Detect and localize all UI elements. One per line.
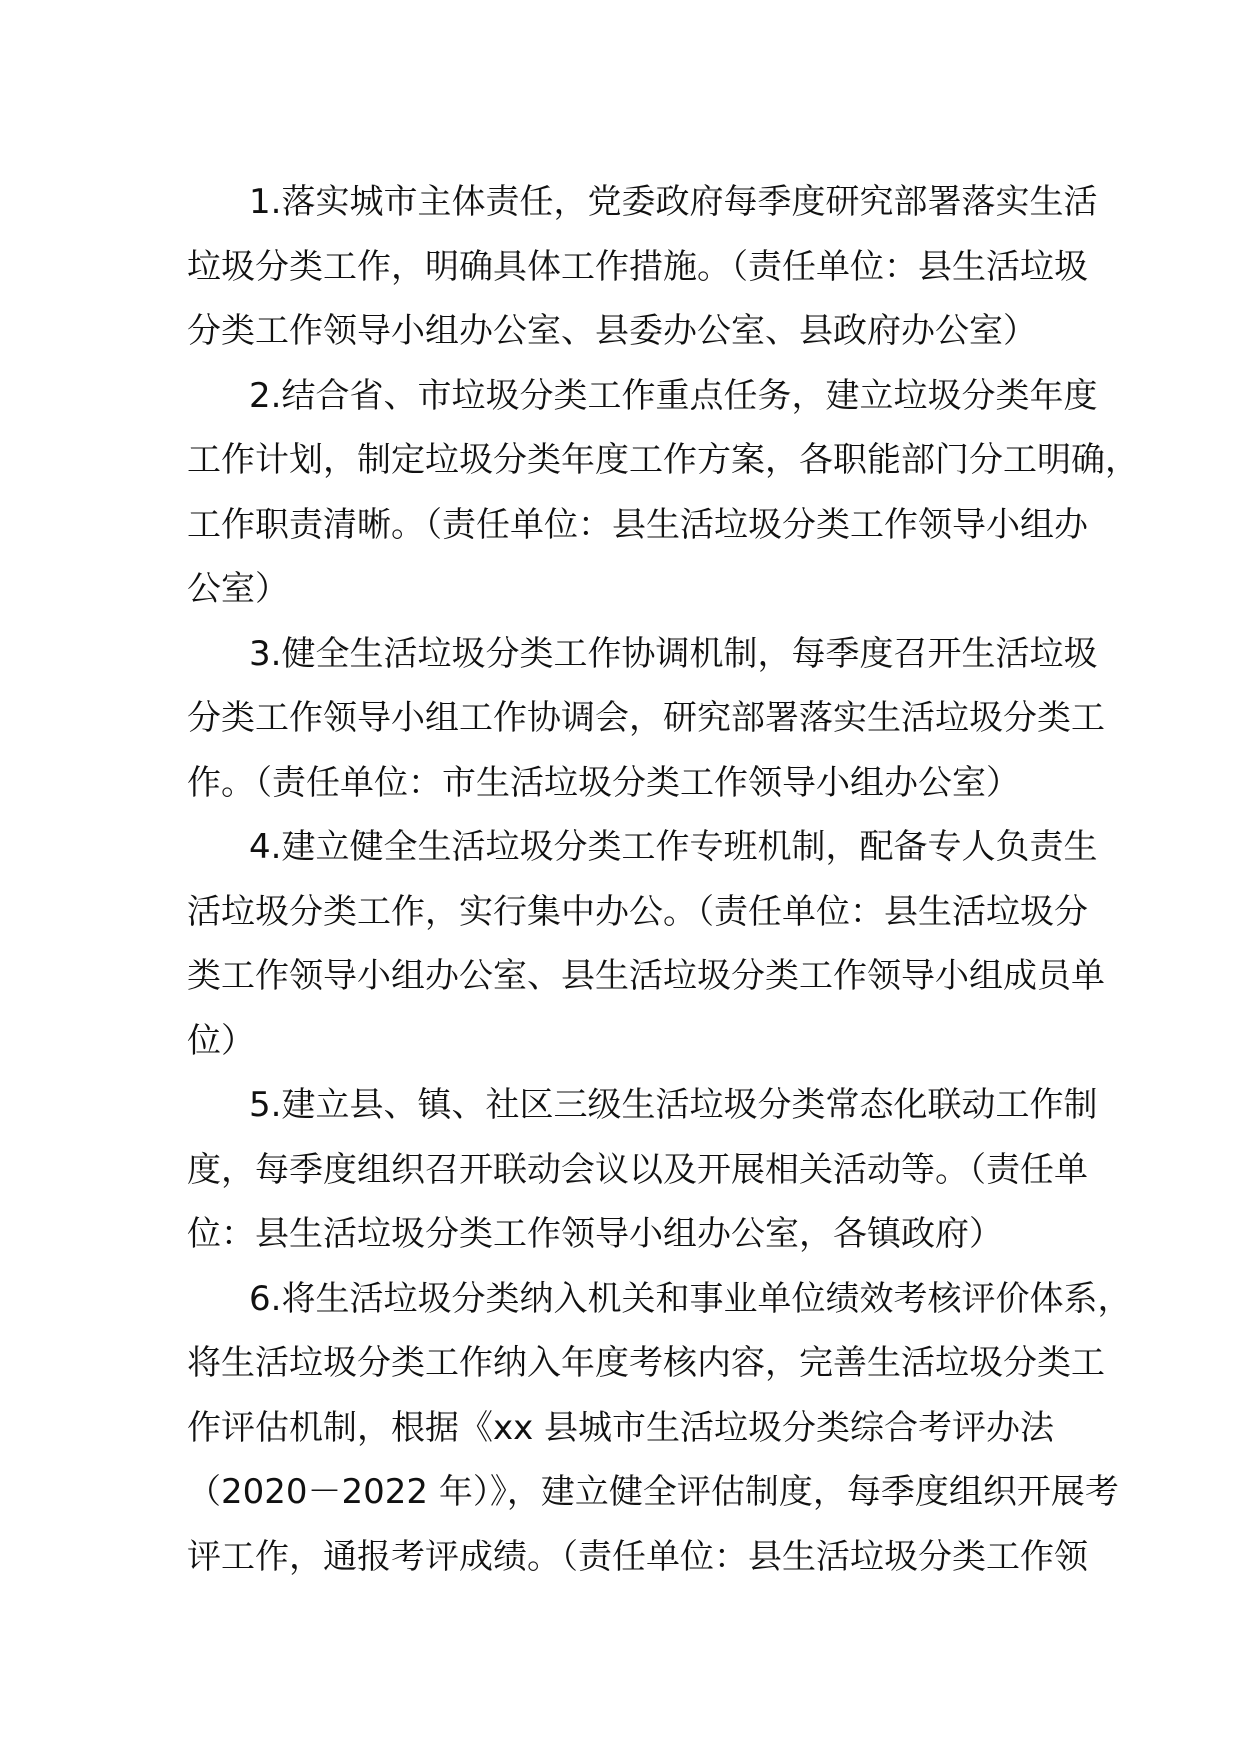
paragraph-line: 位）	[187, 1020, 255, 1061]
paragraph-5	[187, 1073, 1098, 1267]
paragraph-line: 评工作，通报考评成绩。（责任单位：县生活垃圾分类工作领	[187, 1536, 1088, 1577]
paragraph-line: 活垃圾分类工作，实行集中办公。（责任单位：县生活垃圾分	[187, 891, 1088, 932]
paragraph-3	[187, 622, 1105, 816]
paragraph-6	[187, 1267, 1132, 1590]
paragraph-1	[187, 170, 1098, 364]
paragraph-4	[187, 815, 1105, 1073]
paragraph-line: 工作计划，制定垃圾分类年度工作方案，各职能部门分工明确，	[187, 440, 1139, 480]
paragraph-line: 工作职责清晰。（责任单位：县生活垃圾分类工作领导小组办	[187, 504, 1088, 545]
paragraph-line: 作评估机制，根据《xx 县城市生活垃圾分类综合考评办法	[187, 1407, 1055, 1448]
paragraph-line: 位：县生活垃圾分类工作领导小组办公室，各镇政府）	[187, 1214, 1003, 1254]
paragraph-line: 2.结合省、市垃圾分类工作重点任务，建立垃圾分类年度	[249, 375, 1098, 416]
paragraph-line: 分类工作领导小组办公室、县委办公室、县政府办公室）	[187, 311, 1037, 351]
paragraph-2	[187, 364, 1139, 622]
paragraph-line: 分类工作领导小组工作协调会，研究部署落实生活垃圾分类工	[187, 698, 1105, 738]
paragraph-line: 类工作领导小组办公室、县生活垃圾分类工作领导小组成员单	[187, 956, 1105, 996]
paragraph-line: 6.将生活垃圾分类纳入机关和事业单位绩效考核评价体系，	[249, 1278, 1132, 1319]
paragraph-line: 垃圾分类工作，明确具体工作措施。（责任单位：县生活垃圾	[187, 246, 1088, 287]
paragraph-line: 公室）	[187, 569, 289, 609]
paragraph-line: 将生活垃圾分类工作纳入年度考核内容，完善生活垃圾分类工	[187, 1343, 1105, 1383]
document-body	[187, 170, 1139, 1589]
paragraph-line: 4.建立健全生活垃圾分类工作专班机制，配备专人负责生	[249, 827, 1098, 867]
paragraph-line: 度，每季度组织召开联动会议以及开展相关活动等。（责任单	[187, 1149, 1088, 1190]
paragraph-line: 1.落实城市主体责任，党委政府每季度研究部署落实生活	[249, 182, 1098, 222]
paragraph-line: 5.建立县、镇、社区三级生活垃圾分类常态化联动工作制	[249, 1085, 1098, 1125]
paragraph-line: 作。（责任单位：市生活垃圾分类工作领导小组办公室）	[187, 762, 1020, 803]
paragraph-line: （2020－2022 年）》，建立健全评估制度，每季度组织开展考	[187, 1472, 1119, 1512]
paragraph-line: 3.健全生活垃圾分类工作协调机制，每季度召开生活垃圾	[249, 633, 1098, 674]
